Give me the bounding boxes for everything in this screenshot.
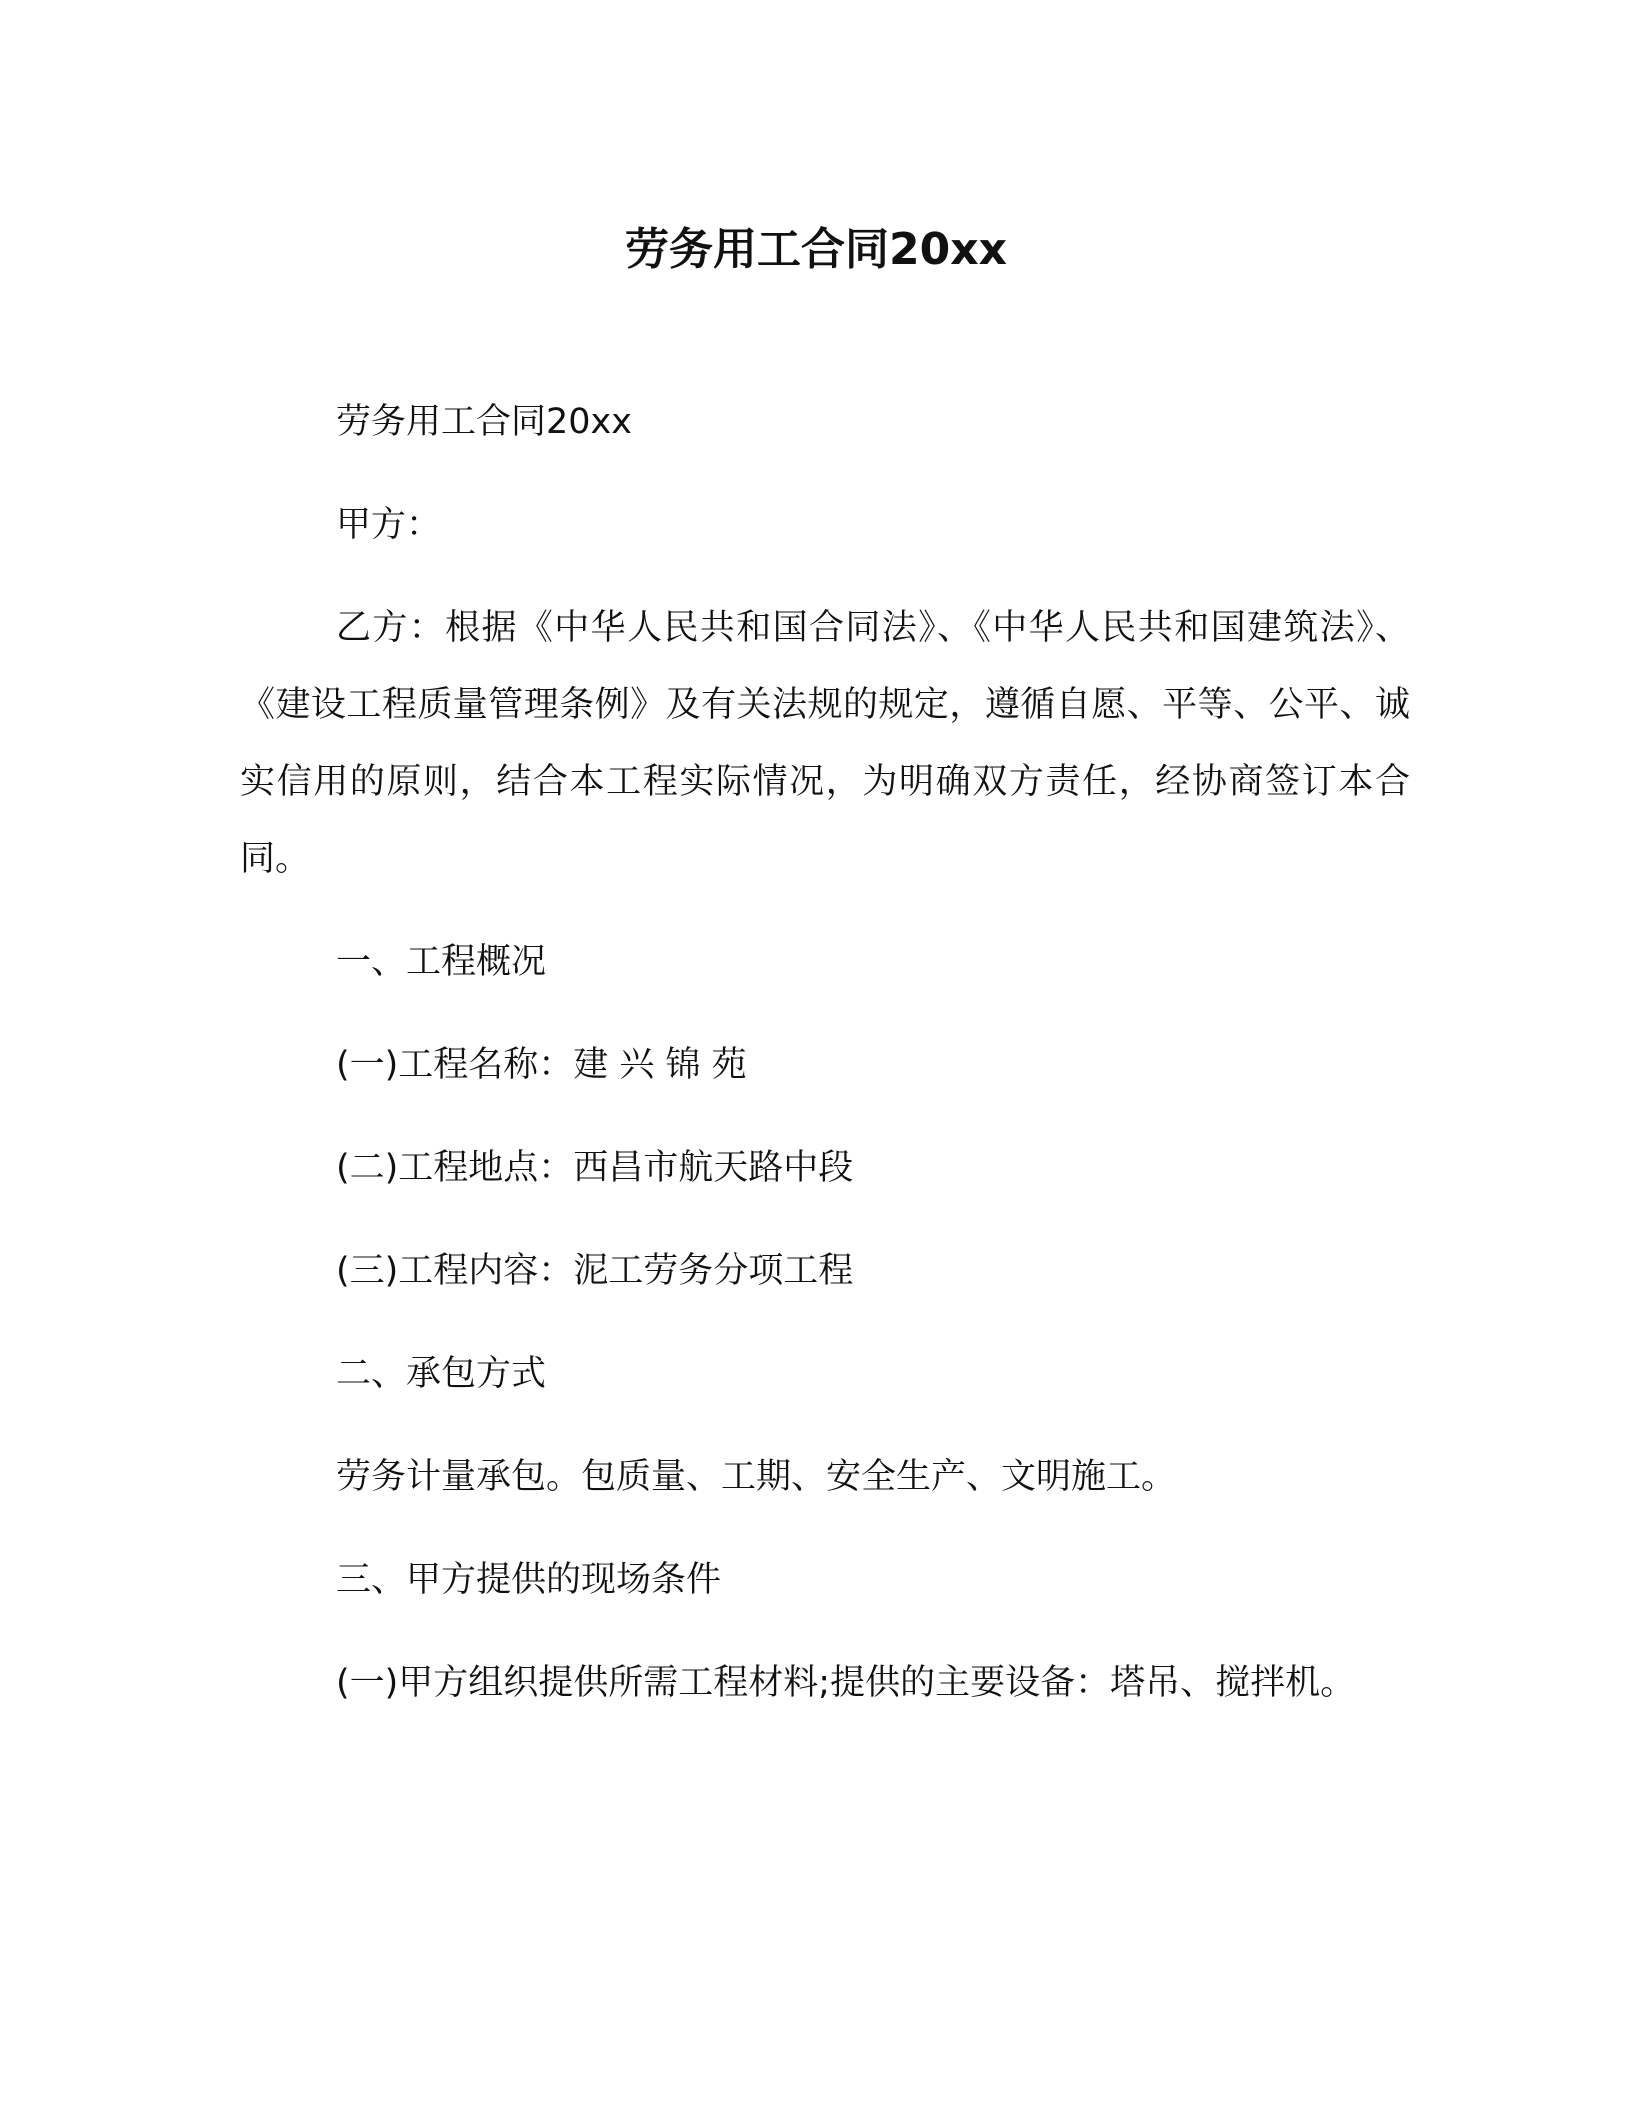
paragraph-contract-method: 劳务计量承包。包质量、工期、安全生产、文明施工。 <box>336 1457 1177 1497</box>
paragraph-party-b-preamble: 乙方：根据《中华人民共和国合同法》、《中华人民共和国建筑法》、《建设工程质量管理条例》及有关法规的规定，遵循自愿、平等、公平、诚实信用的原则，结合本工程实际情况，为明确双方责任，经协商签订本合同。 <box>240 608 1410 879</box>
paragraph-project-content: (三)工程内容：泥工劳务分项工程 <box>336 1251 854 1291</box>
section-heading-site-conditions: 三、甲方提供的现场条件 <box>336 1560 722 1600</box>
document-title: 劳务用工合同20xx <box>625 224 1007 275</box>
paragraph-project-location: (二)工程地点：西昌市航天路中段 <box>336 1148 854 1188</box>
paragraph-materials-equipment: (一)甲方组织提供所需工程材料;提供的主要设备：塔吊、搅拌机。 <box>336 1663 1356 1703</box>
paragraph-party-a: 甲方： <box>336 505 442 545</box>
paragraph-subtitle: 劳务用工合同20xx <box>336 402 632 442</box>
paragraph-project-name: (一)工程名称：建 兴 锦 苑 <box>336 1045 747 1085</box>
section-heading-contract-method: 二、承包方式 <box>336 1354 547 1394</box>
section-heading-project-overview: 一、工程概况 <box>336 942 547 982</box>
